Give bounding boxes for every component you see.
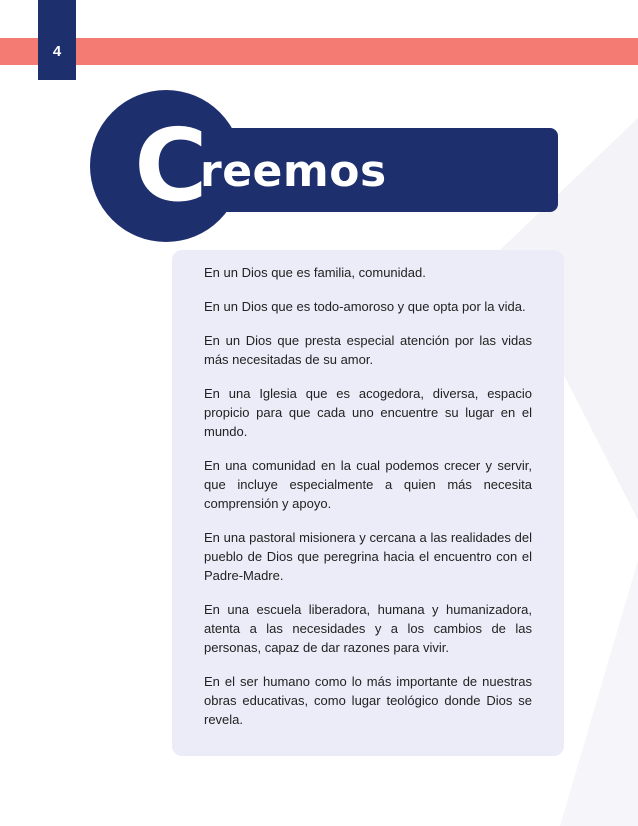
- belief-paragraph: En un Dios que presta especial atención por las vidas más necesitadas de su amor.: [204, 333, 532, 367]
- page-number-tab: [38, 0, 76, 80]
- page-title: reemos: [200, 146, 387, 197]
- belief-paragraph: En una pastoral misionera y cercana a las realidades del pueblo de Dios que peregrina hacia el encuentro con el Padre-Madre.: [204, 530, 532, 583]
- belief-paragraph: En una Iglesia que es acogedora, diversa, espacio propicio para que cada uno encuentre su lugar en el mundo.: [204, 386, 532, 439]
- belief-paragraph: En un Dios que es todo-amoroso y que opta por la vida.: [204, 299, 526, 314]
- header-stripe: [0, 38, 638, 65]
- title-initial-letter: C: [134, 107, 208, 224]
- belief-paragraph: En el ser humano como lo más importante de nuestras obras educativas, como lugar teológico donde Dios se revela.: [204, 674, 532, 727]
- belief-paragraph: En una comunidad en la cual podemos crecer y servir, que incluye especialmente a quien más necesita comprensión y apoyo.: [204, 458, 532, 511]
- belief-paragraph: En una escuela liberadora, humana y humanizadora, atenta a las necesidades y a los cambios de las personas, capaz de dar razones para vivir.: [204, 602, 532, 655]
- belief-list: [204, 263, 532, 744]
- belief-paragraph: En un Dios que es familia, comunidad.: [204, 265, 426, 280]
- page-number: 4: [52, 43, 62, 60]
